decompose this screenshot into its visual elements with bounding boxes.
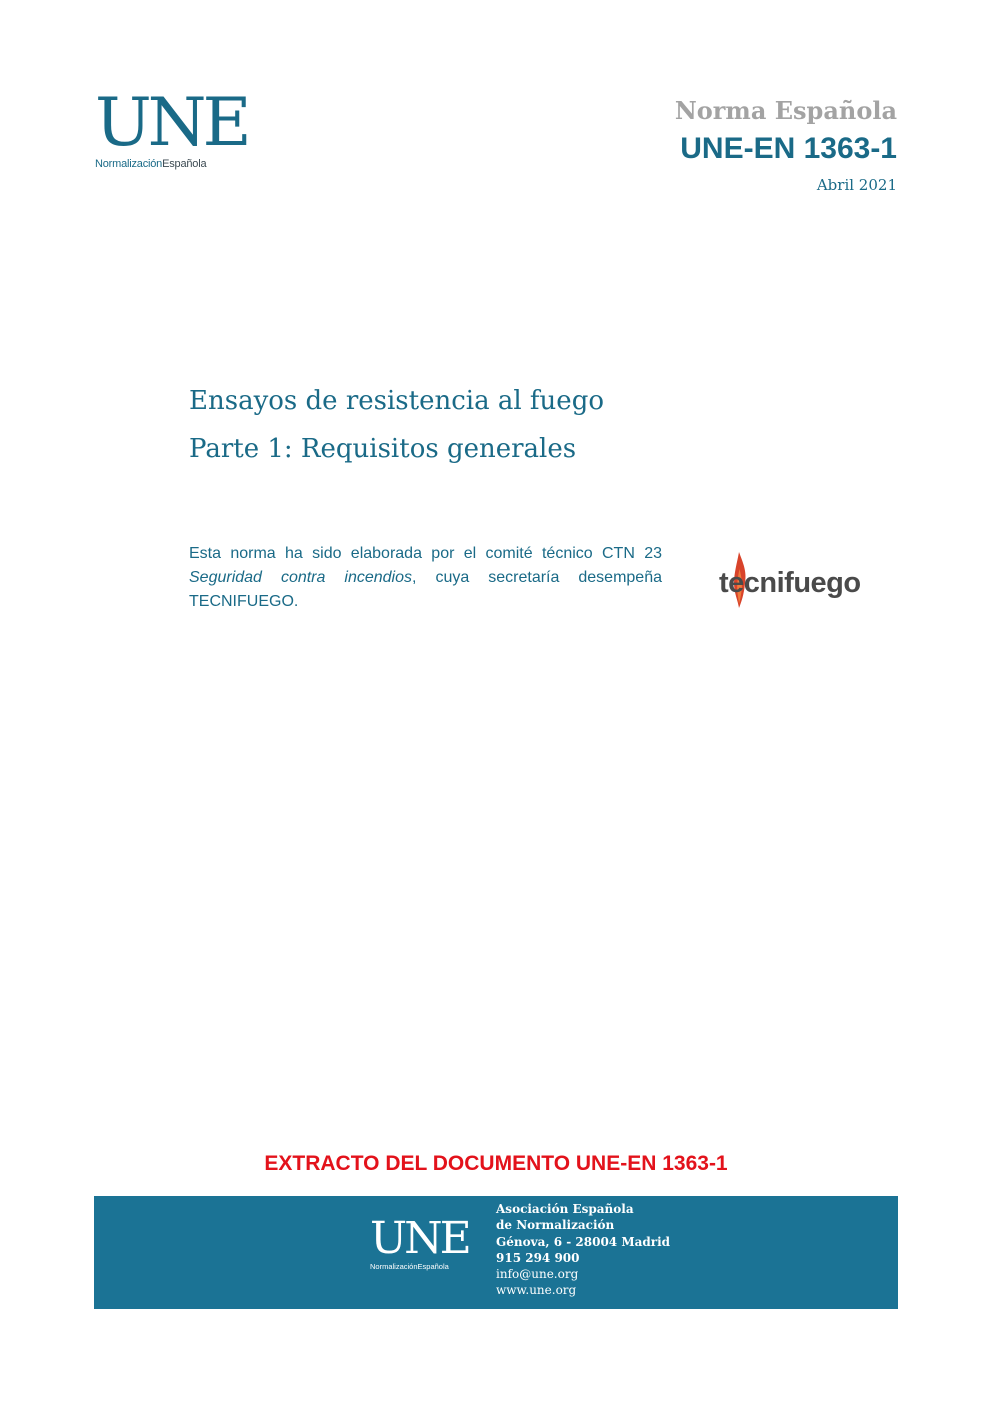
footer-tagline-part2: Española: [417, 1262, 449, 1271]
une-logo-mark: UNE: [95, 84, 248, 161]
footer-street: Génova, 6 - 28004 Madrid: [496, 1234, 671, 1249]
committee-statement: [189, 542, 662, 614]
committee-text-after: , cuya secretaría desempeña TECNIFUEGO.: [189, 569, 663, 610]
standard-type-label: Norma Española: [674, 96, 897, 125]
footer-bar: [94, 1196, 898, 1309]
footer-tagline-part1: Normalización: [370, 1262, 418, 1271]
committee-name: Seguridad contra incendios: [189, 569, 413, 586]
une-logo: [95, 84, 248, 174]
publication-date: Abril 2021: [816, 176, 897, 194]
extract-banner: EXTRACTO DEL DOCUMENTO UNE-EN 1363-1: [264, 1152, 728, 1175]
tecnifuego-logo: [719, 551, 869, 613]
document-subtitle: Parte 1: Requisitos generales: [189, 434, 577, 464]
une-logo-tagline-part2: Española: [162, 158, 207, 170]
footer-address: [496, 1201, 670, 1299]
committee-text-before: Esta norma ha sido elaborada por el comité técnico CTN 23: [189, 545, 662, 562]
footer-email[interactable]: info@une.org: [496, 1267, 579, 1282]
footer-website[interactable]: www.une.org: [496, 1283, 577, 1298]
tecnifuego-wordmark: tecnifuego: [719, 567, 861, 599]
document-title: Ensayos de resistencia al fuego: [189, 386, 604, 416]
footer-phone: 915 294 900: [496, 1250, 580, 1265]
standard-code: UNE-EN 1363-1: [680, 132, 897, 165]
footer-une-logo-mark: UNE: [370, 1213, 469, 1264]
footer-une-logo: [370, 1213, 480, 1271]
une-logo-tagline-part1: Normalización: [95, 158, 163, 170]
footer-org-name-1: Asociación Española: [496, 1202, 634, 1216]
footer-org-name-2: de Normalización: [496, 1218, 615, 1233]
